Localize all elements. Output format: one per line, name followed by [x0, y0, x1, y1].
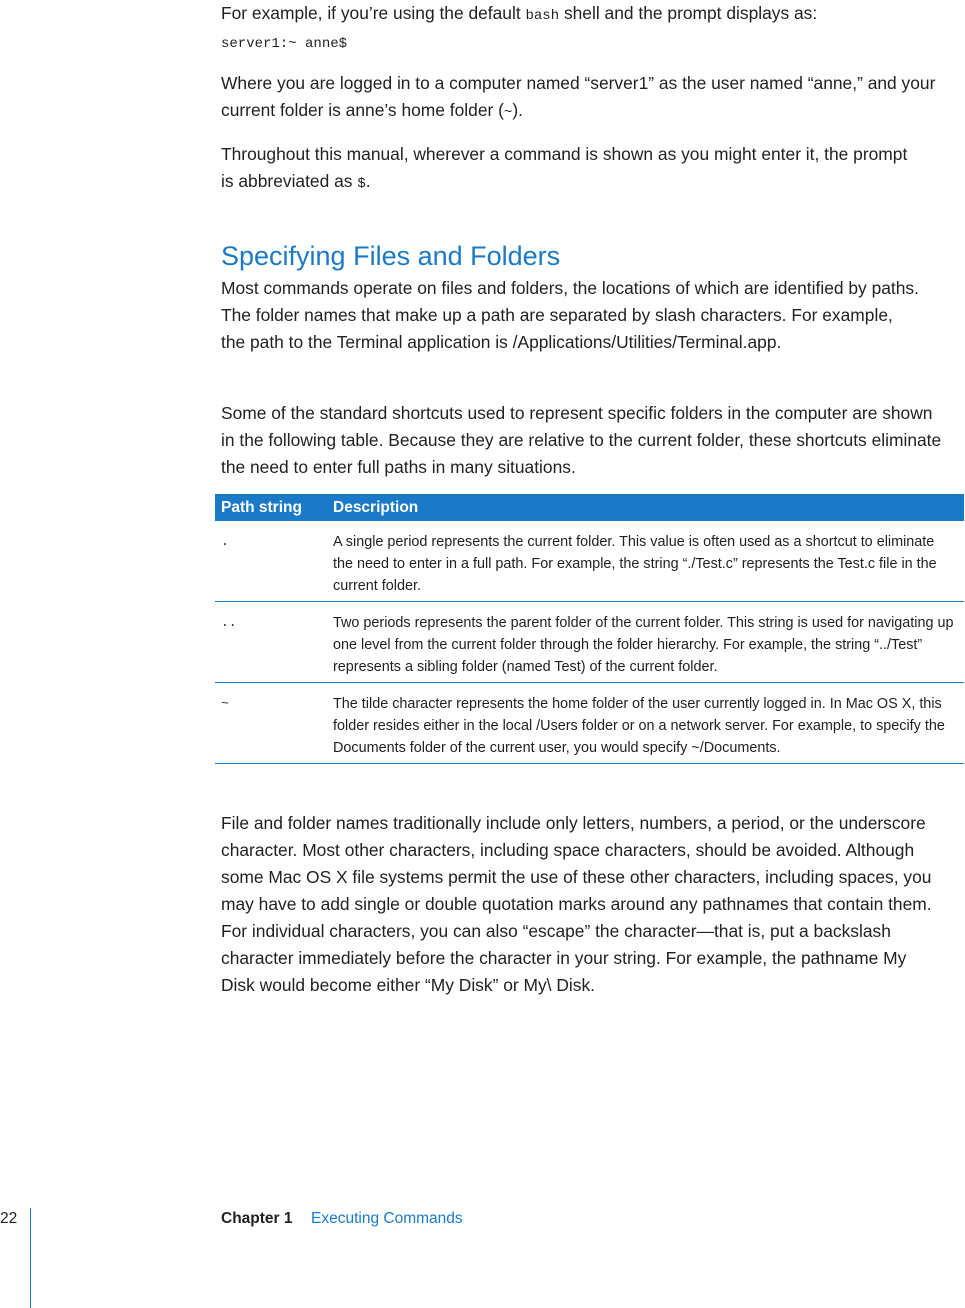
tilde-code: ~: [503, 105, 513, 121]
section-heading: Specifying Files and Folders: [221, 241, 561, 271]
column-header-path: Path string: [215, 494, 327, 521]
shortcuts-table: [215, 494, 964, 764]
intro-p3-text-end: .: [365, 171, 371, 191]
section-paragraph-1: Most commands operate on files and folders, the locations of which are identified by paths. The folder names that make up a path are separated by slash characters. For example, the path to the Terminal application is /Applications/Utilities/Terminal.app.: [221, 278, 919, 352]
column-header-description: Description: [327, 494, 964, 521]
prompt-example: server1:~ anne$: [221, 36, 348, 52]
intro-p2-text: Where you are logged in to a computer named “server1” as the user named “anne,” and your current folder is anne’s home folder (: [221, 73, 936, 120]
table-row: [215, 521, 964, 602]
dollar-code: $: [357, 176, 366, 192]
intro-paragraph-3: [221, 141, 921, 198]
intro-paragraph-1: [221, 0, 961, 30]
bash-code: bash: [525, 8, 560, 24]
path-cell: ~: [215, 683, 327, 764]
footer-vertical-rule: [30, 1208, 31, 1308]
table-row: [215, 683, 964, 764]
chapter-label: Chapter 1: [221, 1210, 293, 1227]
table-header-row: [215, 494, 964, 521]
page-number: 22: [0, 1210, 18, 1227]
section-paragraph-2: Some of the standard shortcuts used to represent specific folders in the computer are shown in the following table. Because they are relative to the current folder, these shortcuts eliminate the need to enter full paths in many situations.: [221, 403, 942, 477]
intro-p1-text-end: shell and the prompt displays as:: [559, 3, 818, 23]
closing-paragraph: File and folder names traditionally include only letters, numbers, a period, or the underscore character. Most other characters, including space characters, should be avoided. Although some Mac OS X file systems permit the use of these other characters, including spaces, you may have to add single or double quotation marks around any pathnames that contain them. For individual characters, you can also “escape” the character—that is, put a backslash character immediately before the character in your string. For example, the pathname My Disk would become either “My Disk” or My\ Disk.: [221, 813, 932, 995]
path-cell: .: [215, 521, 327, 602]
intro-p1-text: For example, if you’re using the default: [221, 3, 526, 23]
chapter-title-link[interactable]: Executing Commands: [311, 1210, 463, 1227]
intro-paragraph-2: [221, 70, 961, 127]
table-row: [215, 602, 964, 683]
path-cell: ..: [215, 602, 327, 683]
description-cell: Two periods represents the parent folder of the current folder. This string is used for navigating up one level from the current folder through the folder hierarchy. For example, the string “../Test” represents a sibling folder (named Test) of the current folder.: [327, 602, 964, 683]
description-cell: The tilde character represents the home folder of the user currently logged in. In Mac OS X, this folder resides either in the local /Users folder or on a network server. For example, to specify the Documents folder of the current user, you would specify ~/Documents.: [327, 683, 964, 764]
intro-p3-text: Throughout this manual, wherever a command is shown as you might enter it, the prompt is abbreviated as: [221, 144, 908, 191]
intro-p2-text-end: ).: [512, 100, 523, 120]
description-cell: A single period represents the current folder. This value is often used as a shortcut to eliminate the need to enter in a full path. For example, the string “./Test.c” represents the Test.c file in the current folder.: [327, 521, 964, 602]
